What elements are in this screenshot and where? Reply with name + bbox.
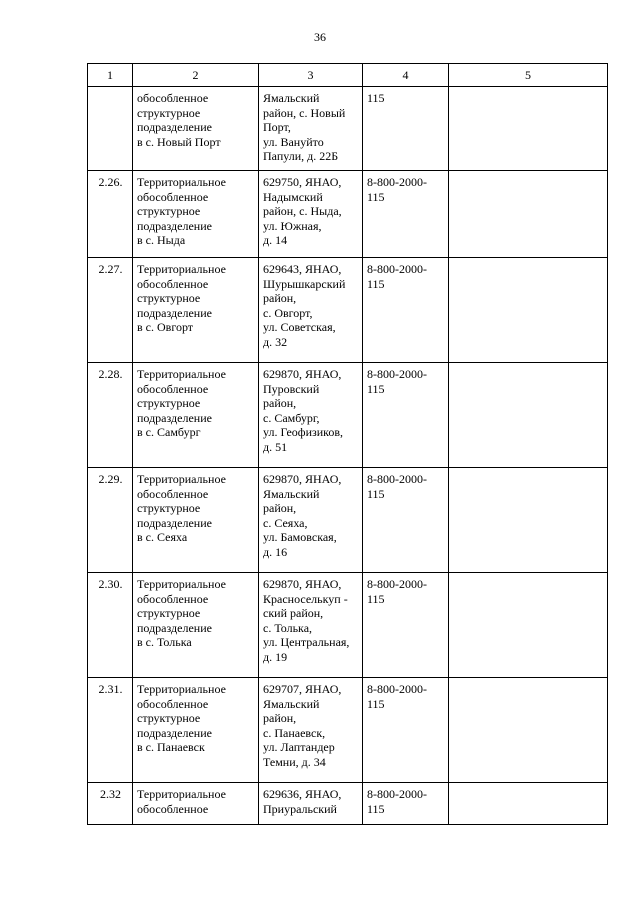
branch-name-cell — [133, 258, 259, 363]
name-line: Территориальное — [137, 175, 226, 189]
address-cell — [259, 678, 363, 783]
name-line: в с. Панаевск — [137, 740, 205, 754]
note-cell — [449, 573, 608, 678]
address-line: д. 51 — [263, 439, 288, 454]
name-line: структурное — [137, 711, 201, 725]
branch-name-cell — [133, 171, 259, 258]
address-line: 629636, ЯНАО, — [263, 787, 342, 801]
address-line: ский район, — [263, 606, 324, 620]
phone-cell — [363, 468, 449, 573]
address-line: 629707, ЯНАО, — [263, 682, 342, 696]
phone-line: 115 — [367, 91, 385, 105]
address-cell — [259, 363, 363, 468]
address-line: д. 16 — [263, 544, 288, 559]
phone-line: 115 — [367, 381, 385, 396]
branch-name-cell — [133, 678, 259, 783]
phone-line: 115 — [367, 486, 385, 501]
name-line: обособленное — [137, 189, 209, 204]
phone-cell — [363, 678, 449, 783]
address-line: Темни, д. 34 — [263, 754, 326, 769]
address-line: Папули, д. 22Б — [263, 149, 339, 163]
address-line: 629643, ЯНАО, — [263, 262, 342, 276]
name-line: в с. Овгорт — [137, 320, 194, 334]
phone-cell — [363, 87, 449, 171]
branch-name-cell — [133, 573, 259, 678]
name-line: структурное — [137, 204, 201, 218]
name-line: обособленное — [137, 591, 209, 606]
phone-line: 8-800-2000- — [367, 577, 427, 591]
address-line: Приуральский — [263, 801, 337, 816]
phone-cell — [363, 171, 449, 258]
branch-name-cell — [133, 783, 259, 825]
table-row — [88, 468, 608, 573]
table-row — [88, 87, 608, 171]
name-line: Территориальное — [137, 262, 226, 276]
name-line: подразделение — [137, 305, 212, 320]
phone-cell — [363, 258, 449, 363]
name-line: обособленное — [137, 276, 209, 291]
address-line: 629870, ЯНАО, — [263, 472, 342, 486]
name-line: Территориальное — [137, 367, 226, 381]
name-line: Территориальное — [137, 577, 226, 591]
row-number-cell: 2.29. — [88, 468, 133, 573]
name-line: подразделение — [137, 120, 212, 134]
name-line: подразделение — [137, 515, 212, 530]
header-row — [88, 64, 608, 87]
row-number-cell: 2.31. — [88, 678, 133, 783]
name-line: подразделение — [137, 218, 212, 233]
address-line: Надымский — [263, 189, 323, 204]
address-line: Ямальский — [263, 696, 320, 711]
phone-cell — [363, 363, 449, 468]
phone-line: 8-800-2000- — [367, 262, 427, 276]
address-line: район, — [263, 501, 297, 515]
phone-line: 8-800-2000- — [367, 787, 427, 801]
name-line: подразделение — [137, 410, 212, 425]
name-line: обособленное — [137, 696, 209, 711]
name-line: в с. Самбург — [137, 425, 201, 439]
phone-line: 8-800-2000- — [367, 367, 427, 381]
header-cell-4: 4 — [363, 64, 449, 87]
name-line: структурное — [137, 606, 201, 620]
note-cell — [449, 171, 608, 258]
table-row — [88, 258, 608, 363]
table-row — [88, 573, 608, 678]
row-number-cell: 2.28. — [88, 363, 133, 468]
table-row — [88, 171, 608, 258]
name-line: обособленное — [137, 91, 209, 105]
note-cell — [449, 468, 608, 573]
name-line: структурное — [137, 396, 201, 410]
name-line: обособленное — [137, 381, 209, 396]
phone-line: 115 — [367, 189, 385, 204]
address-line: Красноселькуп - — [263, 591, 348, 606]
name-line: структурное — [137, 291, 201, 305]
note-cell — [449, 678, 608, 783]
address-cell — [259, 573, 363, 678]
header-cell-3: 3 — [259, 64, 363, 87]
address-line: с. Толька, — [263, 620, 313, 635]
name-line: структурное — [137, 105, 201, 120]
name-line: в с. Толька — [137, 635, 192, 649]
address-cell — [259, 468, 363, 573]
name-line: структурное — [137, 501, 201, 515]
name-line: подразделение — [137, 620, 212, 635]
address-cell — [259, 783, 363, 825]
phone-cell — [363, 573, 449, 678]
name-line: в с. Ныда — [137, 233, 186, 247]
address-line: Порт, — [263, 120, 291, 134]
branch-table — [87, 63, 608, 825]
row-number-cell: 2.27. — [88, 258, 133, 363]
address-line: район, с. Ныда, — [263, 204, 342, 218]
address-line: район, с. Новый — [263, 105, 346, 120]
address-line: 629870, ЯНАО, — [263, 367, 342, 381]
address-line: ул. Лаптандер — [263, 740, 335, 754]
address-line: район, — [263, 396, 297, 410]
header-cell-2: 2 — [133, 64, 259, 87]
address-line: д. 19 — [263, 649, 288, 664]
address-line: 629750, ЯНАО, — [263, 175, 342, 189]
address-line: с. Овгорт, — [263, 305, 313, 320]
address-line: ул. Геофизиков, — [263, 425, 344, 439]
name-line: обособленное — [137, 801, 209, 816]
address-cell — [259, 171, 363, 258]
row-number-cell: 2.26. — [88, 171, 133, 258]
address-line: д. 32 — [263, 334, 288, 349]
address-line: д. 14 — [263, 233, 288, 247]
row-number-cell: 2.30. — [88, 573, 133, 678]
address-line: с. Панаевск, — [263, 725, 326, 740]
address-line: с. Сеяха, — [263, 515, 308, 530]
address-line: Ямальский — [263, 486, 320, 501]
name-line: Территориальное — [137, 472, 226, 486]
address-line: Ямальский — [263, 91, 320, 105]
name-line: обособленное — [137, 486, 209, 501]
phone-line: 115 — [367, 591, 385, 606]
phone-cell — [363, 783, 449, 825]
address-line: ул. Центральная, — [263, 635, 350, 649]
phone-line: 8-800-2000- — [367, 682, 427, 696]
phone-line: 8-800-2000- — [367, 472, 427, 486]
header-cell-5: 5 — [449, 64, 608, 87]
table-row — [88, 783, 608, 825]
table-row — [88, 363, 608, 468]
row-number-cell: 2.32 — [88, 783, 133, 825]
phone-line: 8-800-2000- — [367, 175, 427, 189]
address-line: 629870, ЯНАО, — [263, 577, 342, 591]
note-cell — [449, 363, 608, 468]
name-line: в с. Новый Порт — [137, 134, 221, 149]
name-line: подразделение — [137, 725, 212, 740]
address-line: Пуровский — [263, 381, 320, 396]
phone-line: 115 — [367, 276, 385, 291]
note-cell — [449, 87, 608, 171]
name-line: Территориальное — [137, 682, 226, 696]
branch-name-cell — [133, 87, 259, 171]
branch-name-cell — [133, 468, 259, 573]
phone-line: 115 — [367, 696, 385, 711]
address-line: район, — [263, 711, 297, 725]
address-line: район, — [263, 291, 297, 305]
header-cell-1: 1 — [88, 64, 133, 87]
table-row — [88, 678, 608, 783]
note-cell — [449, 258, 608, 363]
row-number-cell — [88, 87, 133, 171]
address-line: ул. Южная, — [263, 218, 322, 233]
phone-line: 115 — [367, 801, 385, 816]
address-line: Шурышкарский — [263, 276, 346, 291]
page-number: 36 — [314, 30, 326, 44]
name-line: Территориальное — [137, 787, 226, 801]
address-line: ул. Советская, — [263, 320, 336, 334]
address-cell — [259, 87, 363, 171]
address-line: с. Самбург, — [263, 410, 320, 425]
address-line: ул. Вануйто — [263, 134, 324, 149]
address-line: ул. Бамовская, — [263, 530, 337, 544]
name-line: в с. Сеяха — [137, 530, 188, 544]
address-cell — [259, 258, 363, 363]
note-cell — [449, 783, 608, 825]
branch-name-cell — [133, 363, 259, 468]
